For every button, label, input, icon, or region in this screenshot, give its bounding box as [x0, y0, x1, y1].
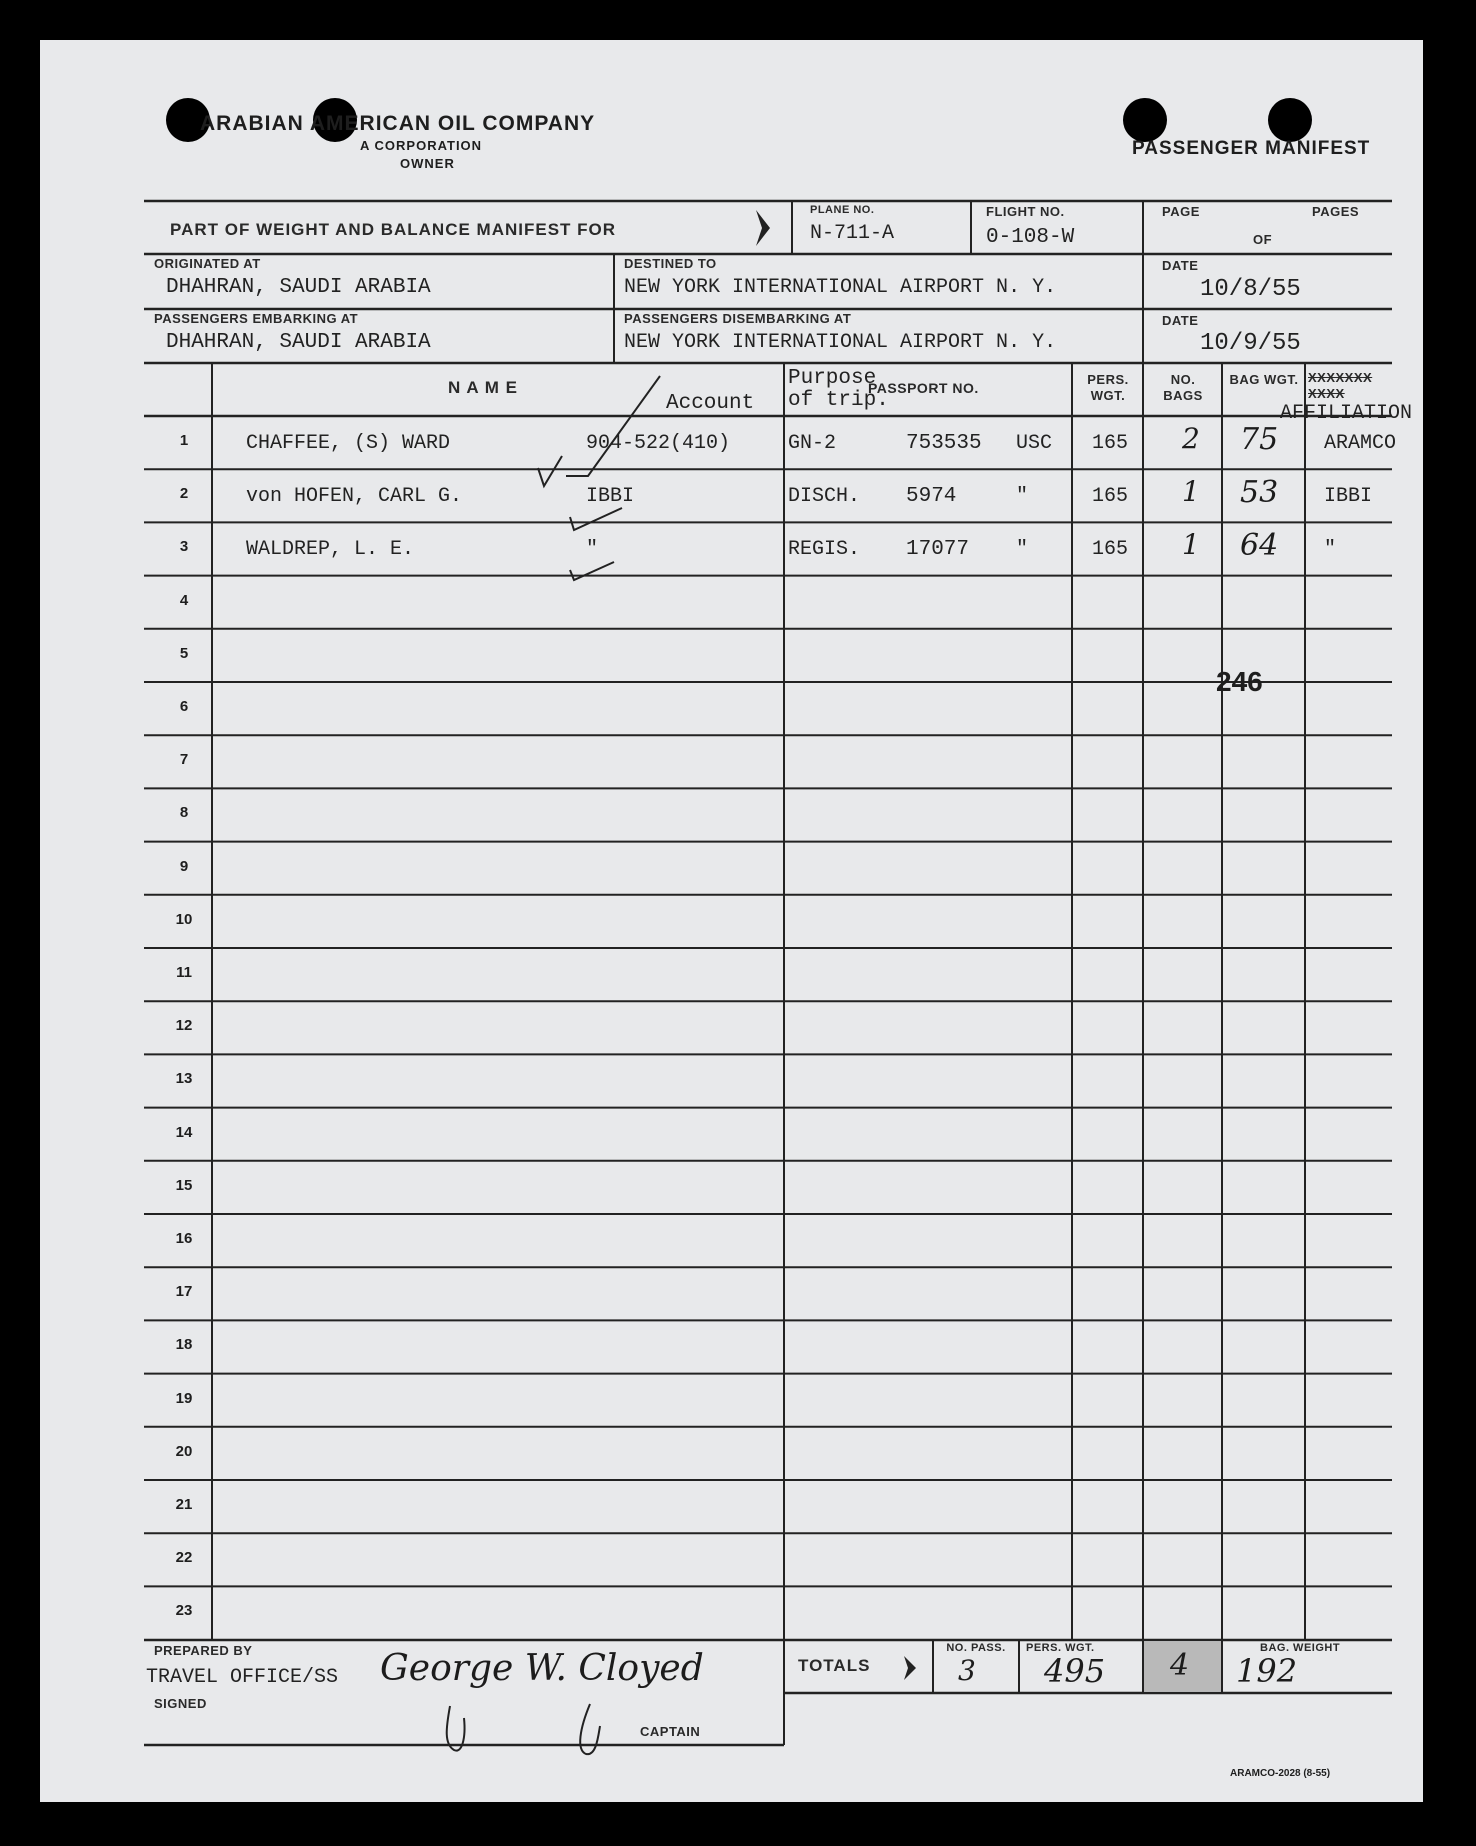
passenger-passport: 5974: [906, 485, 957, 509]
column-no-bags: NO. BAGS: [1163, 372, 1203, 403]
row-number: 17: [175, 1283, 193, 1301]
embarking-label: PASSENGERS EMBARKING AT: [154, 311, 359, 326]
passenger-name: CHAFFEE, (S) WARD: [246, 432, 451, 455]
row-number: 3: [179, 538, 189, 556]
company-name: ARABIAN AMERICAN OIL COMPANY: [200, 112, 596, 135]
manifest-page: [40, 40, 1423, 1802]
row-number: 8: [179, 804, 189, 822]
passenger-bags: 2: [1182, 422, 1200, 455]
row-number: 10: [175, 910, 193, 928]
flight-no: 0-108-W: [986, 226, 1075, 249]
row-number: 2: [179, 485, 189, 503]
row-number: 23: [175, 1602, 193, 1620]
passenger-citizenship: USC: [1016, 432, 1053, 455]
date-value-1: 10/8/55: [1200, 276, 1301, 303]
row-number: 21: [175, 1496, 193, 1513]
pages-label: PAGES: [1312, 204, 1360, 219]
row-number: 14: [175, 1123, 193, 1141]
of-label: OF: [1253, 232, 1273, 247]
passenger-pers-wgt: 165: [1092, 485, 1129, 509]
passenger-bags: 1: [1182, 528, 1200, 562]
embarking-value: DHAHRAN, SAUDI ARABIA: [166, 331, 431, 354]
column-bag-wgt: BAG WGT.: [1229, 372, 1299, 387]
row-number: 13: [175, 1070, 193, 1088]
passenger-purpose: DISCH.: [788, 485, 861, 509]
disembarking-label: PASSENGERS DISEMBARKING AT: [624, 311, 852, 326]
column-purpose: Purpose of trip.: [788, 367, 889, 412]
passenger-passport: 17077: [906, 538, 970, 562]
corporation-label: A CORPORATION: [360, 138, 483, 153]
row-number: 22: [175, 1549, 193, 1567]
bag-weight-label: BAG. WEIGHT: [1260, 1642, 1341, 1654]
date-label-2: DATE: [1162, 313, 1199, 328]
row-number: 12: [175, 1017, 193, 1035]
bag-subtotal: 246: [1216, 666, 1263, 697]
row-number: 11: [176, 964, 192, 981]
form-grid: [40, 40, 1423, 1802]
row-number: 18: [175, 1336, 193, 1354]
bags-total: 4: [1170, 1648, 1190, 1683]
row-number: 16: [175, 1230, 193, 1247]
passenger-affiliation: ": [1324, 538, 1337, 562]
disembarking-value: NEW YORK INTERNATIONAL AIRPORT N. Y.: [624, 331, 1057, 354]
passenger-affiliation: IBBI: [1324, 485, 1373, 509]
row-number: 20: [175, 1442, 193, 1460]
passenger-account: ": [586, 538, 599, 562]
row-number: 15: [175, 1176, 193, 1194]
date-label-1: DATE: [1162, 258, 1199, 273]
signed-label: SIGNED: [154, 1696, 207, 1711]
passenger-name: WALDREP, L. E.: [246, 538, 415, 562]
row-number: 4: [179, 591, 189, 609]
pers-wgt-total: 495: [1044, 1652, 1106, 1690]
plane-no: N-711-A: [810, 222, 895, 245]
column-passport: PASSPORT NO.: [868, 380, 979, 396]
passenger-pers-wgt: 165: [1092, 538, 1129, 562]
page-label: PAGE: [1162, 204, 1200, 219]
owner-label: OWNER: [400, 156, 455, 171]
originated-value: DHAHRAN, SAUDI ARABIA: [166, 276, 431, 299]
prepared-by-label: PREPARED BY: [154, 1643, 253, 1658]
captain-signature: [440, 1698, 660, 1758]
row-number: 9: [179, 857, 189, 875]
column-name: N A M E: [448, 378, 518, 397]
column-crossed-out: XXXXXXX XXXX: [1308, 370, 1373, 401]
column-pers-wgt: PERS. WGT.: [1087, 372, 1129, 403]
passenger-bags: 1: [1182, 475, 1200, 509]
passenger-name: von HOFEN, CARL G.: [246, 485, 463, 509]
pers-wgt-total-label: PERS. WGT.: [1026, 1642, 1095, 1654]
originated-label: ORIGINATED AT: [154, 256, 261, 271]
no-pass-label: NO. PASS.: [946, 1642, 1006, 1654]
row-number: 19: [175, 1389, 193, 1407]
prepared-signature: George W. Cloyed: [380, 1648, 704, 1689]
no-pass-total: 3: [958, 1654, 976, 1687]
date-value-2: 10/9/55: [1200, 330, 1301, 357]
passenger-pers-wgt: 165: [1092, 432, 1129, 455]
passenger-citizenship: ": [1016, 538, 1029, 562]
column-affiliation: AFFILIATION: [1280, 402, 1413, 425]
column-account: Account: [666, 392, 755, 415]
passenger-affiliation: ARAMCO: [1324, 432, 1397, 455]
passenger-passport: 753535: [906, 432, 982, 455]
flight-no-label: FLIGHT NO.: [986, 204, 1065, 219]
form-number: ARAMCO-2028 (8-55): [1230, 1768, 1331, 1779]
destined-label: DESTINED TO: [624, 256, 717, 271]
passenger-bag-wgt: 53: [1240, 475, 1279, 511]
passenger-bag-wgt: 75: [1240, 422, 1279, 457]
bag-weight-total: 192: [1236, 1652, 1298, 1690]
row-number: 1: [179, 432, 189, 449]
row-number: 5: [179, 644, 189, 662]
part-of-manifest-label: PART OF WEIGHT AND BALANCE MANIFEST FOR: [170, 220, 617, 239]
passenger-bag-wgt: 64: [1240, 528, 1279, 564]
plane-no-label: PLANE NO.: [810, 204, 875, 216]
prepared-by-value: TRAVEL OFFICE/SS: [146, 1666, 339, 1689]
totals-label: TOTALS: [798, 1656, 871, 1675]
destined-value: NEW YORK INTERNATIONAL AIRPORT N. Y.: [624, 276, 1057, 299]
row-number: 7: [179, 751, 189, 769]
passenger-account: 904-522(410): [586, 432, 731, 455]
passenger-purpose: GN-2: [788, 432, 837, 455]
passenger-citizenship: ": [1016, 485, 1029, 509]
passenger-account: IBBI: [586, 485, 635, 509]
document-title: PASSENGER MANIFEST: [1132, 138, 1371, 159]
row-number: 6: [179, 698, 189, 715]
captain-label: CAPTAIN: [640, 1724, 701, 1739]
passenger-purpose: REGIS.: [788, 538, 861, 562]
